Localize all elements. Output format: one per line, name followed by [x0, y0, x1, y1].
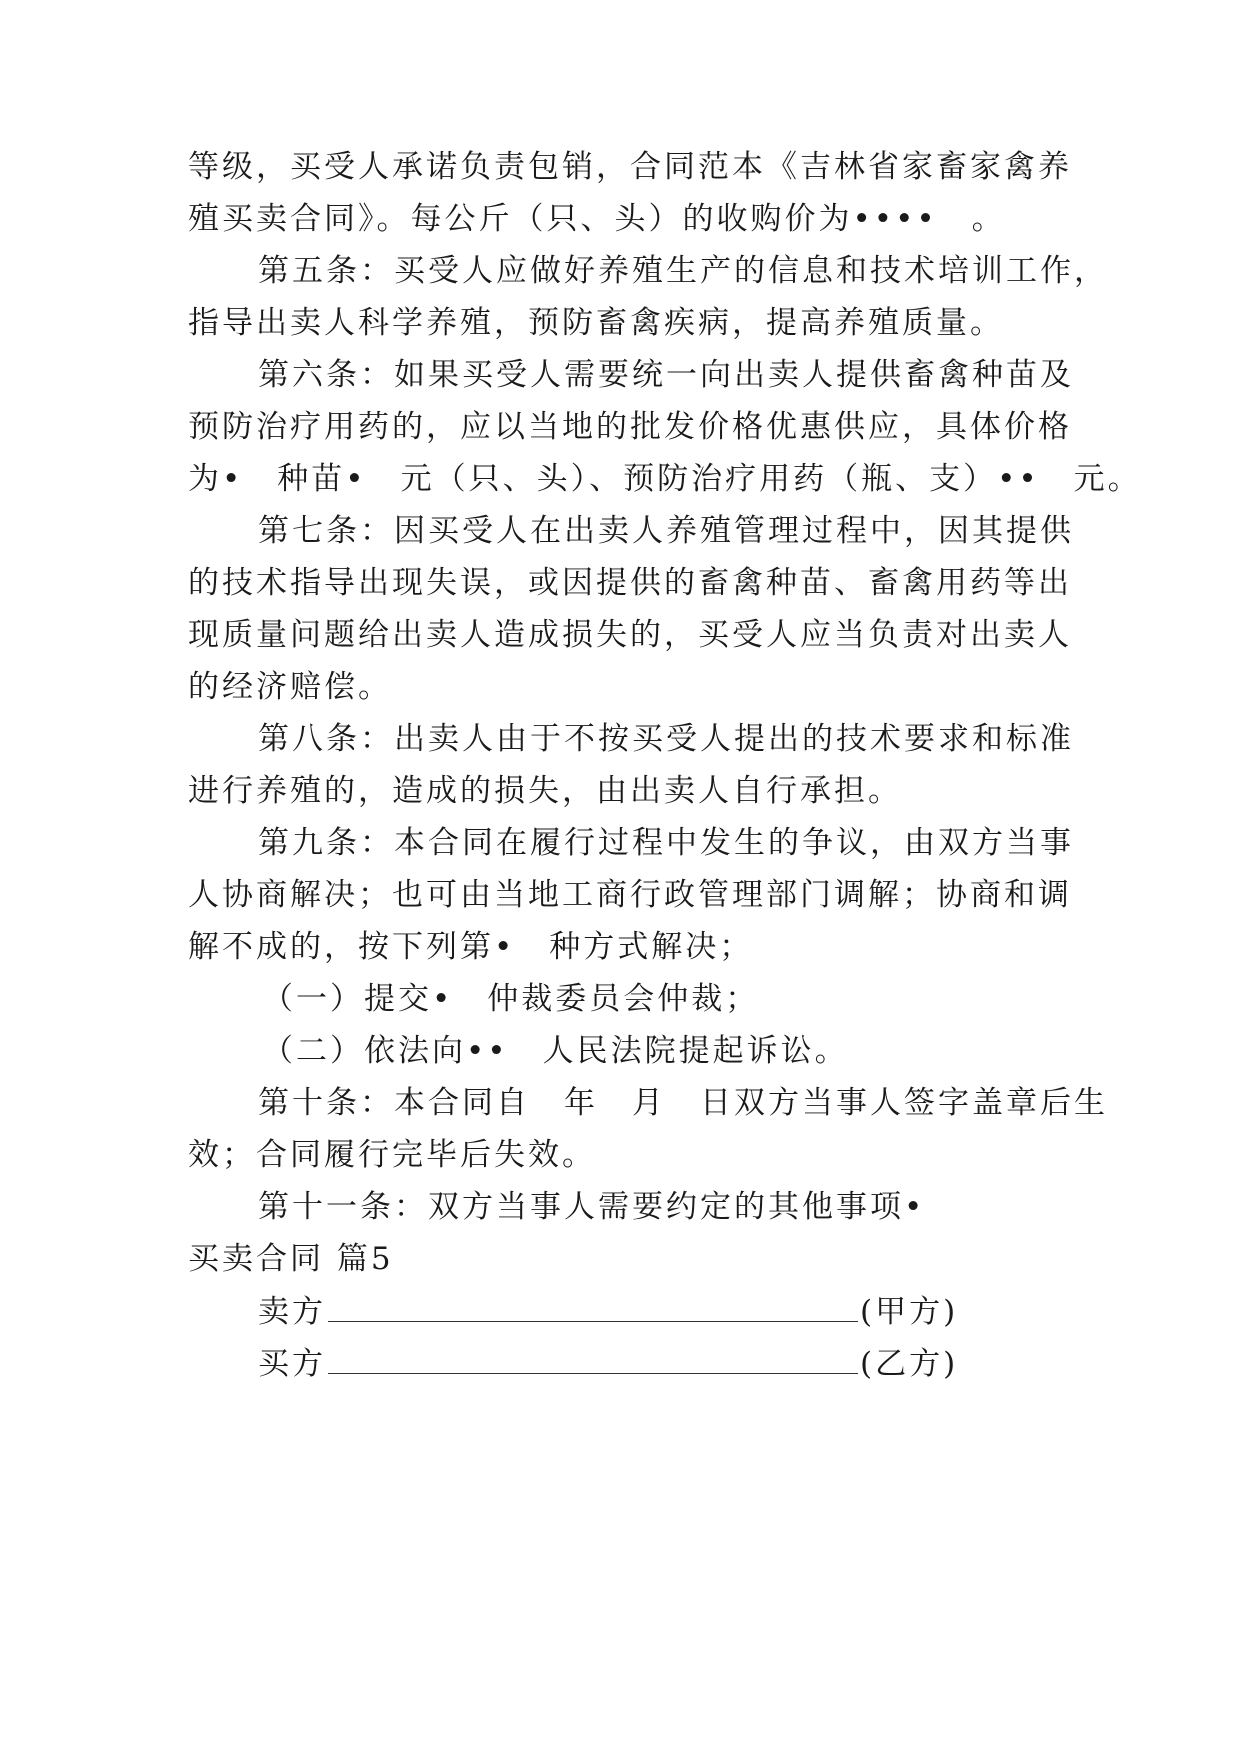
seller-signature-line [258, 1291, 958, 1331]
paragraph-line: 殖买卖合同》。每公斤（只、头）的收购价为•••• 。 [188, 201, 1006, 237]
seller-blank [328, 1291, 858, 1322]
paragraph-line: 的技术指导出现失误，或因提供的畜禽种苗、畜禽用药等出 [188, 565, 1072, 601]
paragraph-line: 等级，买受人承诺负责包销，合同范本《吉林省家畜家禽养 [188, 149, 1072, 185]
paragraph-line: 解不成的，按下列第• 种方式解决； [188, 929, 754, 965]
buyer-blank [328, 1343, 858, 1374]
clause-11-title: 第十一条：双方当事人需要约定的其他事项• [258, 1189, 926, 1225]
paragraph-line: 的经济赔偿。 [188, 669, 392, 705]
section-heading: 买卖合同 篇5 [188, 1241, 394, 1277]
clause-6-title: 第六条：如果买受人需要统一向出卖人提供畜禽种苗及 [258, 357, 1074, 393]
seller-role: (甲方) [860, 1294, 959, 1330]
paragraph-line: 现质量问题给出卖人造成损失的，买受人应当负责对出卖人 [188, 617, 1072, 653]
option-two: （二）依法向•• 人民法院提起诉讼。 [262, 1033, 849, 1069]
paragraph-line: 预防治疗用药的，应以当地的批发价格优惠供应，具体价格 [188, 409, 1072, 445]
clause-10-title: 第十条：本合同自 年 月 日双方当事人签字盖章后生 [258, 1085, 1108, 1121]
paragraph-line: 效；合同履行完毕后失效。 [188, 1137, 596, 1173]
paragraph-line: 指导出卖人科学养殖，预防畜禽疾病，提高养殖质量。 [188, 305, 1004, 341]
clause-8-title: 第八条：出卖人由于不按买受人提出的技术要求和标准 [258, 721, 1074, 757]
option-one: （一）提交• 仲裁委员会仲裁； [262, 981, 760, 1017]
clause-5-title: 第五条：买受人应做好养殖生产的信息和技术培训工作， [258, 253, 1108, 289]
clause-9-title: 第九条：本合同在履行过程中发生的争议，由双方当事 [258, 825, 1074, 861]
paragraph-line: 为• 种苗• 元（只、头）、预防治疗用药（瓶、支）•• 元。 [188, 461, 1142, 497]
paragraph-line: 进行养殖的，造成的损失，由出卖人自行承担。 [188, 773, 902, 809]
clause-7-title: 第七条：因买受人在出卖人养殖管理过程中，因其提供 [258, 513, 1074, 549]
seller-label: 卖方 [258, 1294, 326, 1330]
paragraph-line: 人协商解决；也可由当地工商行政管理部门调解；协商和调 [188, 877, 1072, 913]
buyer-label: 买方 [258, 1346, 326, 1382]
buyer-role: (乙方) [860, 1346, 959, 1382]
buyer-signature-line [258, 1343, 958, 1383]
